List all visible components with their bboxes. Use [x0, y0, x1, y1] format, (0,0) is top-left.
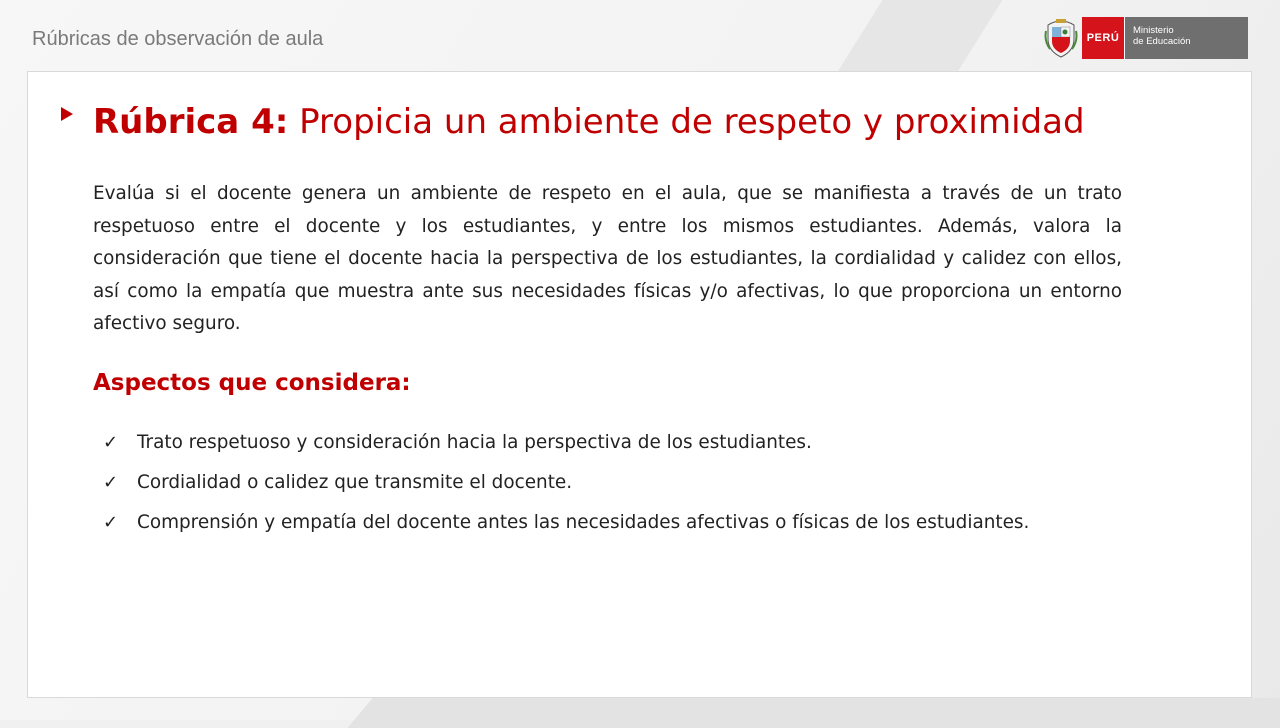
- rubric-description: Evalúa si el docente genera un ambiente de respeto en el aula, que se manifiesta a través de un trato respetuoso entre el docente y los estudiantes, y entre los mismos estudiantes. Además, valora la consideración que tiene el docente hacia la perspectiva de los estudiantes, la cordialidad y calidez con ellos, así como la empatía que muestra ante sus necesidades físicas y/o afectivas, lo que proporciona un entorno afectivo seguro.: [93, 183, 1122, 335]
- aspect-item-text: Comprensión y empatía del docente antes las necesidades afectivas o físicas de los estudiantes.: [137, 512, 1030, 533]
- checkmark-icon: ✓: [103, 472, 119, 493]
- ministry-logo: [1044, 17, 1248, 59]
- logo-ministry-line2: de Educación: [1133, 36, 1191, 47]
- logo-country: PERÚ: [1082, 17, 1124, 59]
- triangle-bullet-icon: [61, 107, 73, 121]
- rubric-title: [93, 100, 1193, 144]
- aspect-item: [103, 507, 1131, 539]
- background-stripe-bottom: [347, 698, 1280, 728]
- aspect-item-text: Cordialidad o calidez que transmite el docente.: [137, 472, 573, 493]
- aspect-item: [103, 467, 1131, 499]
- aspects-heading: Aspectos que considera:: [93, 370, 411, 396]
- aspects-list: [103, 427, 1131, 547]
- checkmark-icon: ✓: [103, 512, 119, 533]
- logo-ministry-line1: Ministerio: [1133, 25, 1174, 36]
- rubric-title-text: Propicia un ambiente de respeto y proximidad: [288, 102, 1085, 142]
- coat-of-arms-icon: [1044, 17, 1078, 59]
- aspect-item: [103, 427, 1131, 459]
- checkmark-icon: ✓: [103, 432, 119, 453]
- rubric-label: Rúbrica 4:: [93, 102, 289, 142]
- header-title: Rúbricas de observación de aula: [32, 28, 324, 50]
- logo-ministry-name: [1125, 17, 1248, 59]
- aspect-item-text: Trato respetuoso y consideración hacia la perspectiva de los estudiantes.: [137, 432, 812, 453]
